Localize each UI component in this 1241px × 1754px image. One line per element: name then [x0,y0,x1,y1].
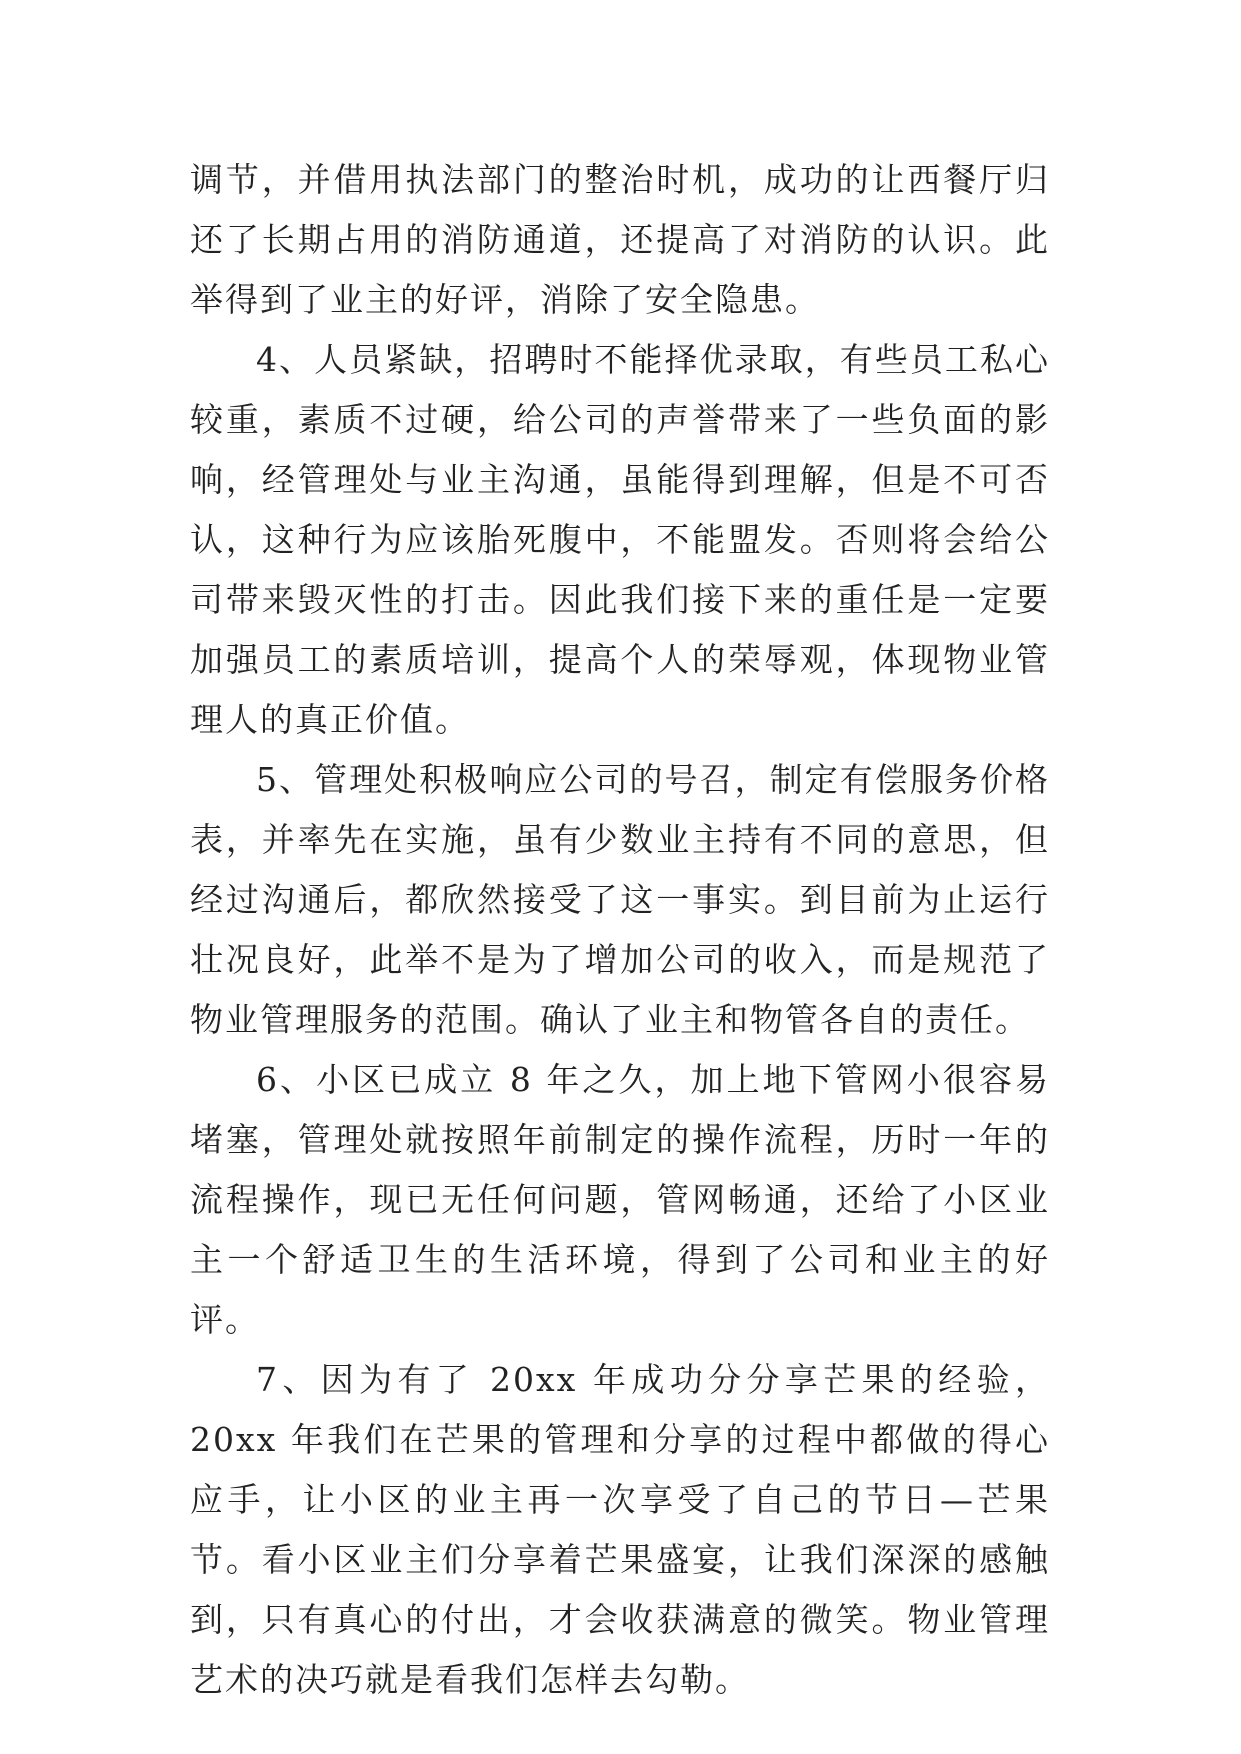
document-body [190,150,1050,1710]
paragraph-continuation: 调节，并借用执法部门的整治时机，成功的让西餐厅归还了长期占用的消防通道，还提高了对消防的认识。此举得到了业主的好评，消除了安全隐患。 [190,160,1050,319]
paragraph-item-7: 7、因为有了 20xx 年成功分分享芒果的经验，20xx 年我们在芒果的管理和分享的过程中都做的得心应手，让小区的业主再一次享受了自己的节日—芒果节。看小区业主们分享着芒果盛宴，让我们深深的感触到，只有真心的付出，才会收获满意的微笑。物业管理艺术的决巧就是看我们怎样去勾勒。 [190,1360,1050,1699]
paragraph-item-5: 5、管理处积极响应公司的号召，制定有偿服务价格表，并率先在实施，虽有少数业主持有不同的意思，但经过沟通后，都欣然接受了这一事实。到目前为止运行壮况良好，此举不是为了增加公司的收入，而是规范了物业管理服务的范围。确认了业主和物管各自的责任。 [190,760,1050,1039]
paragraph-item-4: 4、人员紧缺，招聘时不能择优录取，有些员工私心较重，素质不过硬，给公司的声誉带来了一些负面的影响，经管理处与业主沟通，虽能得到理解，但是不可否认，这种行为应该胎死腹中，不能盟发。否则将会给公司带来毁灭性的打击。因此我们接下来的重任是一定要加强员工的素质培训，提高个人的荣辱观，体现物业管理人的真正价值。 [190,340,1050,739]
paragraph-item-6: 6、小区已成立 8 年之久，加上地下管网小很容易堵塞，管理处就按照年前制定的操作流程，历时一年的流程操作，现已无任何问题，管网畅通，还给了小区业主一个舒适卫生的生活环境，得到了公司和业主的好评。 [190,1060,1050,1339]
